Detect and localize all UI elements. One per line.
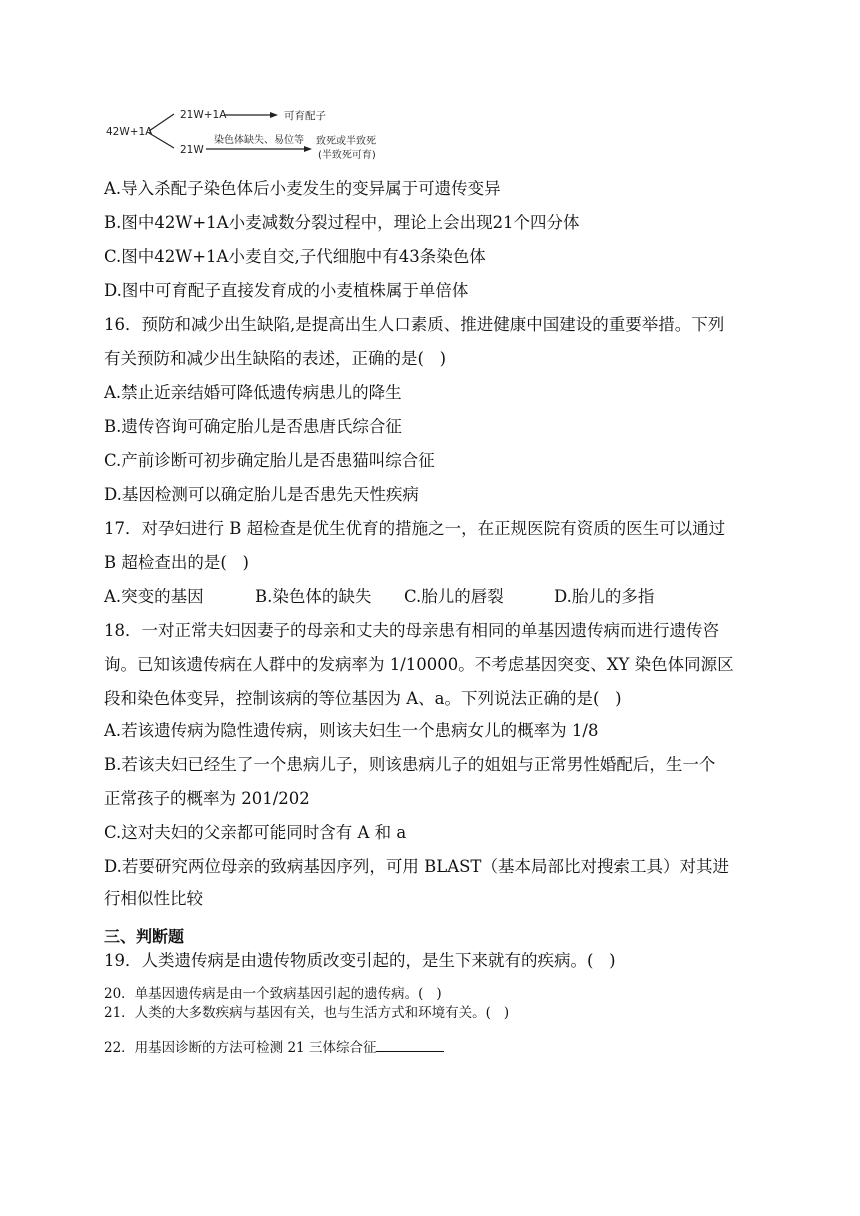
q18-option-d-line-1: D.若要研究两位母亲的致病基因序列，可用 BLAST（基本局部比对搜索工具）对其进 — [104, 857, 729, 876]
q21: 21．人类的大多数疾病与基因有关，也与生活方式和环境有关。( ) — [104, 1005, 510, 1021]
q15-option-d: D.图中可育配子直接发育成的小麦植株属于单倍体 — [104, 281, 469, 300]
q18-option-b-line-1: B.若该夫妇已经生了一个患病儿子，则该患病儿子的姐姐与正常男性婚配后，生一个 — [104, 755, 716, 774]
q17-stem-line-2: B 超检查出的是( ) — [104, 553, 249, 572]
branch-line-bottom — [149, 133, 174, 148]
q16-option-c: C.产前诊断可初步确定胎儿是否患猫叫综合征 — [104, 451, 435, 470]
q19: 19．人类遗传病是由遗传物质改变引起的，是生下来就有的疾病。( ) — [104, 951, 616, 970]
q16-stem-line-2: 有关预防和减少出生缺陷的表述，正确的是( ) — [104, 349, 447, 368]
diagram-source: 42W+1A — [106, 126, 153, 138]
q18-stem-line-2: 询。已知该遗传病在人群中的发病率为 1/10000。不考虑基因突变、XY 染色体同源区 — [104, 655, 734, 674]
q17-option-d: D.胎儿的多指 — [554, 587, 655, 606]
q17-option-c: C.胎儿的唇裂 — [404, 587, 504, 606]
q17-option-b: B.染色体的缺失 — [255, 587, 372, 606]
q16-option-a: A.禁止近亲结婚可降低遗传病患儿的降生 — [104, 383, 402, 402]
q17-stem-line-1: 17．对孕妇进行 B 超检查是优生优育的措施之一，在正规医院有资质的医生可以通过 — [104, 519, 726, 538]
branch-line-top — [149, 114, 174, 131]
q15-option-b: B.图中42W+1A小麦减数分裂过程中，理论上会出现21个四分体 — [104, 213, 580, 232]
q16-option-b: B.遗传咨询可确定胎儿是否患唐氏综合征 — [104, 417, 402, 436]
q18-option-b-line-2: 正常孩子的概率为 201/202 — [104, 789, 310, 808]
q18-stem-line-1: 18．一对正常夫妇因妻子的母亲和丈夫的母亲患有相同的单基因遗传病而进行遗传咨 — [104, 621, 719, 640]
diagram-bottom-result-1: 致死或半致死 — [316, 136, 376, 147]
arrow-head-top — [270, 112, 278, 118]
diagram-top-result: 可育配子 — [284, 110, 326, 122]
diagram-bottom-branch: 21W — [180, 144, 204, 156]
q20: 20．单基因遗传病是由一个致病基因引起的遗传病。( ) — [104, 986, 442, 1002]
q17-option-a: A.突变的基因 — [104, 587, 204, 606]
q15-option-c: C.图中42W+1A小麦自交,子代细胞中有43条染色体 — [104, 247, 486, 266]
q22-text: 22．用基因诊断的方法可检测 21 三体综合征 — [104, 1040, 377, 1056]
section-heading: 三、判断题 — [104, 927, 185, 946]
arrow-head-bottom — [304, 146, 312, 152]
answer-blank[interactable] — [376, 1037, 444, 1052]
q18-stem-line-3: 段和染色体变异，控制该病的等位基因为 A、a。下列说法正确的是( ) — [104, 689, 622, 708]
diagram-bottom-result-2: (半致死可育) — [318, 150, 376, 161]
gamete-diagram — [104, 98, 404, 168]
diagram-top-branch: 21W+1A — [180, 109, 227, 121]
q18-option-c: C.这对夫妇的父亲都可能同时含有 A 和 a — [104, 823, 407, 842]
q16-stem-line-1: 16．预防和减少出生缺陷,是提高出生人口素质、推进健康中国建设的重要举措。下列 — [104, 315, 725, 334]
q18-option-a: A.若该遗传病为隐性遗传病，则该夫妇生一个患病女儿的概率为 1/8 — [104, 721, 599, 740]
q15-option-a: A.导入杀配子染色体后小麦发生的变异属于可遗传变异 — [104, 179, 501, 198]
diagram-arrow-label: 染色体缺失、易位等 — [214, 135, 304, 146]
q16-option-d: D.基因检测可以确定胎儿是否患先天性疾病 — [104, 485, 419, 504]
q18-option-d-line-2: 行相似性比较 — [104, 889, 203, 908]
q22-line — [104, 1037, 444, 1057]
